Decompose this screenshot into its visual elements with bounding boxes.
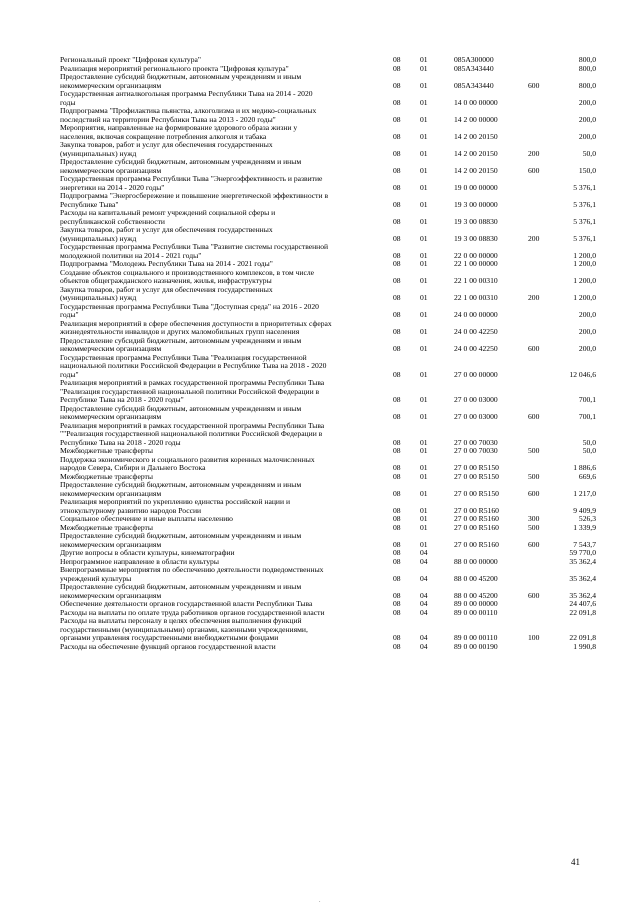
table-row: [60, 107, 620, 124]
subsection-code: 01: [420, 199, 428, 209]
amount: 1 200,0: [573, 293, 596, 302]
amount: 35 362,4: [569, 556, 596, 566]
amount: 50,0: [582, 446, 596, 455]
section-code: 08: [393, 131, 401, 141]
subsection-code: 01: [420, 310, 428, 319]
target-article-code: 14 0 00 00000: [454, 97, 498, 107]
amount: 7 543,7: [573, 539, 596, 549]
amount: 200,0: [578, 310, 596, 319]
subsection-code: 01: [420, 412, 428, 421]
amount: 59 770,0: [569, 548, 596, 557]
table-row: [60, 405, 620, 422]
amount: 22 091,8: [569, 633, 596, 642]
page-number: 41: [571, 857, 580, 867]
subsection-code: 01: [420, 250, 428, 260]
section-code: 08: [393, 344, 401, 353]
section-code: 08: [393, 97, 401, 107]
section-code: 08: [393, 514, 401, 523]
row-name: Закупка товаров, работ и услуг для обеспечения государственных (муниципальных) нужд: [60, 140, 273, 158]
amount: 800,0: [578, 80, 596, 90]
section-code: 08: [393, 505, 401, 515]
amount: 200,0: [578, 97, 596, 107]
section-code: 08: [393, 539, 401, 549]
section-code: 08: [393, 114, 401, 124]
section-code: 08: [393, 216, 401, 226]
section-code: 08: [393, 590, 401, 600]
row-name: Расходы на выплаты по оплате труда работников органов государственной власти: [60, 607, 325, 617]
target-article-code: 88 0 00 00000: [454, 556, 498, 566]
target-article-code: 22 0 00 00000: [454, 250, 498, 260]
table-row: [60, 226, 620, 243]
target-article-code: 085A300000: [454, 55, 494, 64]
target-article-code: 24 0 00 42250: [454, 327, 498, 336]
section-code: 08: [393, 641, 401, 651]
subsection-code: 04: [420, 556, 428, 566]
row-name: Реализация мероприятий в рамках государственной программы Республики Тыва ""Реализация государственной национальной политики Российской Федерации в Республике Тыва на 2018 - 2020 годы: [60, 420, 325, 447]
row-name: Реализация мероприятий по укреплению единства российской нации и этнокультурному развитию народов России: [60, 497, 291, 515]
target-article-code: 19 3 00 08830: [454, 216, 498, 226]
table-row: [60, 141, 620, 158]
amount: 1 200,0: [573, 259, 596, 268]
target-article-code: 19 0 00 00000: [454, 182, 498, 192]
row-name: Закупка товаров, работ и услуг для обеспечения государственных (муниципальных) нужд: [60, 225, 273, 243]
table-row: [60, 617, 620, 643]
target-article-code: 27 0 00 03000: [454, 395, 498, 404]
subsection-code: 01: [420, 131, 428, 141]
row-name: Непрограммное направление в области культуры: [60, 556, 219, 566]
target-article-code: 14 2 00 20150: [454, 148, 498, 158]
target-article-code: 27 0 00 R5150: [454, 488, 499, 498]
section-code: 08: [393, 310, 401, 319]
section-code: 08: [393, 471, 401, 481]
target-article-code: 27 0 00 70030: [454, 446, 498, 455]
subsection-code: 04: [420, 573, 428, 583]
subsection-code: 01: [420, 114, 428, 124]
subsection-code: 01: [420, 344, 428, 353]
target-article-code: 22 1 00 00310: [454, 276, 498, 285]
target-article-code: 22 1 00 00000: [454, 259, 498, 268]
subsection-code: 01: [420, 514, 428, 523]
target-article-code: 89 0 00 00190: [454, 641, 498, 651]
section-code: 08: [393, 55, 401, 64]
target-article-code: 89 0 00 00000: [454, 599, 498, 608]
expense-type-code: 600: [528, 539, 540, 549]
row-name: Государственная программа Республики Тыва "Реализация государственной национальной политики Российской Федерации в Республике Тыва на 2018 - 2020 годы": [60, 352, 327, 379]
target-article-code: 19 3 00 08830: [454, 233, 498, 243]
amount: 200,0: [578, 344, 596, 353]
expense-type-code: 600: [528, 488, 540, 498]
row-name: Государственная программа Республики Тыва "Развитие системы государственной молодежной политики на 2014 - 2021 годы": [60, 242, 329, 260]
amount: 700,1: [578, 395, 596, 404]
section-code: 08: [393, 250, 401, 260]
target-article-code: 27 0 00 R5150: [454, 463, 499, 472]
section-code: 08: [393, 463, 401, 472]
row-name: Предоставление субсидий бюджетным, автономным учреждениям и иным некоммерческим организациям: [60, 335, 302, 353]
expense-type-code: 200: [528, 233, 540, 243]
target-article-code: 14 2 00 20150: [454, 131, 498, 141]
target-article-code: 27 0 00 R5160: [454, 539, 499, 549]
section-code: 08: [393, 276, 401, 285]
row-name: Закупка товаров, работ и услуг для обеспечения государственных (муниципальных) нужд: [60, 284, 273, 302]
section-code: 08: [393, 80, 401, 90]
amount: 800,0: [578, 63, 596, 73]
row-name: Подпрограмма "Профилактика пьянства, алкоголизма и их медико-социальных последствий на территории Республики Тыва на 2013 - 2020 годы": [60, 106, 317, 124]
table-row: [60, 354, 620, 380]
amount: 5 376,1: [573, 182, 596, 192]
section-code: 08: [393, 63, 401, 73]
table-row: [60, 422, 620, 448]
target-article-code: 27 0 00 R5160: [454, 514, 499, 523]
target-article-code: 27 0 00 03000: [454, 412, 498, 421]
row-name: Обеспечение деятельности органов государственной власти Республики Тыва: [60, 599, 313, 608]
row-name: Расходы на выплаты персоналу в целях обеспечения выполнения функций государственными (муниципальными) органами, казенными учреждениями, органами управления государственными внебюджетными фондами: [60, 616, 308, 642]
section-code: 08: [393, 199, 401, 209]
amount: 1 990,8: [573, 641, 596, 651]
subsection-code: 01: [420, 437, 428, 447]
expense-type-code: 500: [528, 446, 540, 455]
table-row: [60, 379, 620, 405]
table-row: [60, 192, 620, 209]
target-article-code: 88 0 00 45200: [454, 590, 498, 600]
section-code: 08: [393, 165, 401, 175]
subsection-code: 01: [420, 63, 428, 73]
row-name: Мероприятия, направленные на формирование здорового образа жизни у населения, включая сокращение потребления алкоголя и табака: [60, 123, 298, 141]
amount: 35 362,4: [569, 573, 596, 583]
target-article-code: 27 0 00 70030: [454, 437, 498, 447]
amount: 1 339,9: [573, 522, 596, 532]
section-code: 08: [393, 259, 401, 268]
expense-type-code: 500: [528, 522, 540, 532]
target-article-code: 89 0 00 00110: [454, 607, 498, 617]
section-code: 08: [393, 182, 401, 192]
target-article-code: 19 3 00 00000: [454, 199, 498, 209]
budget-table: [60, 56, 620, 651]
subsection-code: 01: [420, 148, 428, 158]
subsection-code: 01: [420, 369, 428, 379]
row-name: Предоставление субсидий бюджетным, автономным учреждениям и иным некоммерческим организациям: [60, 157, 302, 175]
row-name: Создание объектов социального и производственного комплексов, в том числе объектов общегражданского назначения, жилья, инфраструктуры: [60, 267, 314, 285]
amount: 24 407,6: [569, 599, 596, 608]
amount: 50,0: [582, 148, 596, 158]
table-row: [60, 456, 620, 473]
section-code: 08: [393, 327, 401, 336]
target-article-code: 27 0 00 R5160: [454, 522, 499, 532]
row-name: Государственная антиалкогольная программа Республики Тыва на 2014 - 2020 годы: [60, 89, 313, 107]
row-name: Межбюджетные трансферты: [60, 471, 153, 481]
section-code: 08: [393, 607, 401, 617]
section-code: 08: [393, 293, 401, 302]
row-name: Предоставление субсидий бюджетным, автономным учреждениям и иным некоммерческим организациям: [60, 403, 302, 421]
table-row: [60, 337, 620, 354]
section-code: 08: [393, 148, 401, 158]
subsection-code: 01: [420, 80, 428, 90]
subsection-code: 01: [420, 293, 428, 302]
row-name: Региональный проект "Цифровая культура": [60, 55, 201, 64]
amount: 9 409,9: [573, 505, 596, 515]
section-code: 08: [393, 233, 401, 243]
row-name: Социальное обеспечение и иные выплаты населению: [60, 514, 233, 523]
amount: 150,0: [578, 165, 596, 175]
subsection-code: 04: [420, 548, 428, 557]
subsection-code: 01: [420, 463, 428, 472]
table-row: [60, 532, 620, 549]
expense-type-code: 500: [528, 471, 540, 481]
table-row: [60, 90, 620, 107]
target-article-code: 88 0 00 45200: [454, 573, 498, 583]
expense-type-code: 200: [528, 148, 540, 158]
section-code: 08: [393, 548, 401, 557]
table-row: [60, 269, 620, 286]
subsection-code: 01: [420, 276, 428, 285]
table-row: [60, 209, 620, 226]
table-row: [60, 481, 620, 498]
target-article-code: 14 2 00 20150: [454, 165, 498, 175]
subsection-code: 01: [420, 522, 428, 532]
subsection-code: 01: [420, 182, 428, 192]
target-article-code: 085A343440: [454, 63, 494, 73]
section-code: 08: [393, 573, 401, 583]
target-article-code: 24 0 00 42250: [454, 344, 498, 353]
expense-type-code: 600: [528, 80, 540, 90]
amount: 1 886,6: [573, 463, 596, 472]
section-code: 08: [393, 599, 401, 608]
subsection-code: 01: [420, 216, 428, 226]
expense-type-code: 600: [528, 590, 540, 600]
amount: 200,0: [578, 114, 596, 124]
row-name: Предоставление субсидий бюджетным, автономным учреждениям и иным некоммерческим организациям: [60, 72, 302, 90]
section-code: 08: [393, 556, 401, 566]
table-row: [60, 175, 620, 192]
row-name: Реализация мероприятий регионального проекта "Цифровая культура": [60, 63, 289, 73]
table-row: [60, 320, 620, 337]
row-name: Государственная программа Республики Тыва "Доступная среда" на 2016 - 2020 годы": [60, 301, 319, 319]
target-article-code: 27 0 00 00000: [454, 369, 498, 379]
table-row: [60, 498, 620, 515]
subsection-code: 01: [420, 395, 428, 404]
amount: 526,3: [578, 514, 596, 523]
row-name: Подпрограмма "Энергосбережение и повышение энергетической эффективности в Республике Тыва": [60, 191, 329, 209]
amount: 5 376,1: [573, 216, 596, 226]
table-row: [60, 643, 620, 652]
subsection-code: 01: [420, 55, 428, 64]
row-name: Государственная программа Республики Тыва "Энергоэффективность и развитие энергетики на 2014 - 2020 годы": [60, 174, 323, 192]
amount: 22 091,8: [569, 607, 596, 617]
row-name: Внепрограммные мероприятия по обеспечению деятельности подведомственных учреждений культуры: [60, 565, 324, 583]
subsection-code: 01: [420, 505, 428, 515]
section-code: 08: [393, 522, 401, 532]
subsection-code: 01: [420, 233, 428, 243]
section-code: 08: [393, 369, 401, 379]
target-article-code: 22 1 00 00310: [454, 293, 498, 302]
amount: 700,1: [578, 412, 596, 421]
expense-type-code: 600: [528, 344, 540, 353]
section-code: 08: [393, 437, 401, 447]
amount: 5 376,1: [573, 199, 596, 209]
table-row: [60, 73, 620, 90]
target-article-code: 89 0 00 00110: [454, 633, 498, 642]
row-name: Предоставление субсидий бюджетным, автономным учреждениям и иным некоммерческим организациям: [60, 531, 302, 549]
amount: 1 200,0: [573, 276, 596, 285]
table-row: [60, 286, 620, 303]
subsection-code: 01: [420, 539, 428, 549]
subsection-code: 01: [420, 488, 428, 498]
row-name: Подпрограмма "Молодежь Республики Тыва на 2014 - 2021 годы": [60, 259, 273, 268]
amount: 50,0: [582, 437, 596, 447]
subsection-code: 01: [420, 471, 428, 481]
table-row: [60, 583, 620, 600]
expense-type-code: 600: [528, 412, 540, 421]
subsection-code: 01: [420, 327, 428, 336]
target-article-code: 27 0 00 R5160: [454, 505, 499, 515]
row-name: Предоставление субсидий бюджетным, автономным учреждениям и иным некоммерческим организациям: [60, 582, 302, 600]
table-row: [60, 243, 620, 260]
section-code: 08: [393, 488, 401, 498]
section-code: 08: [393, 395, 401, 404]
amount: 800,0: [578, 55, 596, 64]
subsection-code: 04: [420, 590, 428, 600]
amount: 200,0: [578, 131, 596, 141]
subsection-code: 04: [420, 607, 428, 617]
amount: 1 200,0: [573, 250, 596, 260]
amount: 1 217,0: [573, 488, 596, 498]
table-row: [60, 566, 620, 583]
subsection-code: 01: [420, 97, 428, 107]
amount: 669,6: [578, 471, 596, 481]
expense-type-code: 600: [528, 165, 540, 175]
row-name: Межбюджетные трансферты: [60, 446, 153, 455]
footer-mark: .: [319, 898, 321, 904]
amount: 5 376,1: [573, 233, 596, 243]
row-name: Реализация мероприятий в сфере обеспечения доступности в приоритетных сферах жизнедеятельности инвалидов и других маломобильных групп населения: [60, 318, 332, 336]
table-row: [60, 158, 620, 175]
amount: 200,0: [578, 327, 596, 336]
row-name: Реализация мероприятий в рамках государственной программы Республики Тыва "Реализация государственной национальной политики Российской Федерации в Республике Тыва на 2018 - 2020 годы": [60, 378, 325, 404]
target-article-code: 24 0 00 00000: [454, 310, 498, 319]
subsection-code: 01: [420, 259, 428, 268]
target-article-code: 14 2 00 00000: [454, 114, 498, 124]
subsection-code: 04: [420, 599, 428, 608]
section-code: 08: [393, 446, 401, 455]
table-row: [60, 303, 620, 320]
row-name: Предоставление субсидий бюджетным, автономным учреждениям и иным некоммерческим организациям: [60, 480, 302, 498]
row-name: Расходы на капитальный ремонт учреждений социальной сферы и республиканской собственности: [60, 208, 276, 226]
subsection-code: 04: [420, 641, 428, 651]
subsection-code: 04: [420, 633, 428, 642]
row-name: Межбюджетные трансферты: [60, 522, 153, 532]
subsection-code: 01: [420, 165, 428, 175]
subsection-code: 01: [420, 446, 428, 455]
row-name: Расходы на обеспечение функций органов государственной власти: [60, 641, 276, 651]
expense-type-code: 300: [528, 514, 540, 523]
expense-type-code: 100: [528, 633, 540, 642]
amount: 12 046,6: [569, 369, 596, 379]
amount: 35 362,4: [569, 590, 596, 600]
row-name: Другие вопросы в области культуры, кинематографии: [60, 548, 235, 557]
target-article-code: 085A343440: [454, 80, 494, 90]
target-article-code: 27 0 00 R5150: [454, 471, 499, 481]
section-code: 08: [393, 412, 401, 421]
section-code: 08: [393, 633, 401, 642]
row-name: Поддержка экономического и социального развития коренных малочисленных народов Севера, Сибири и Дальнего Востока: [60, 454, 315, 472]
expense-type-code: 200: [528, 293, 540, 302]
table-row: [60, 124, 620, 141]
